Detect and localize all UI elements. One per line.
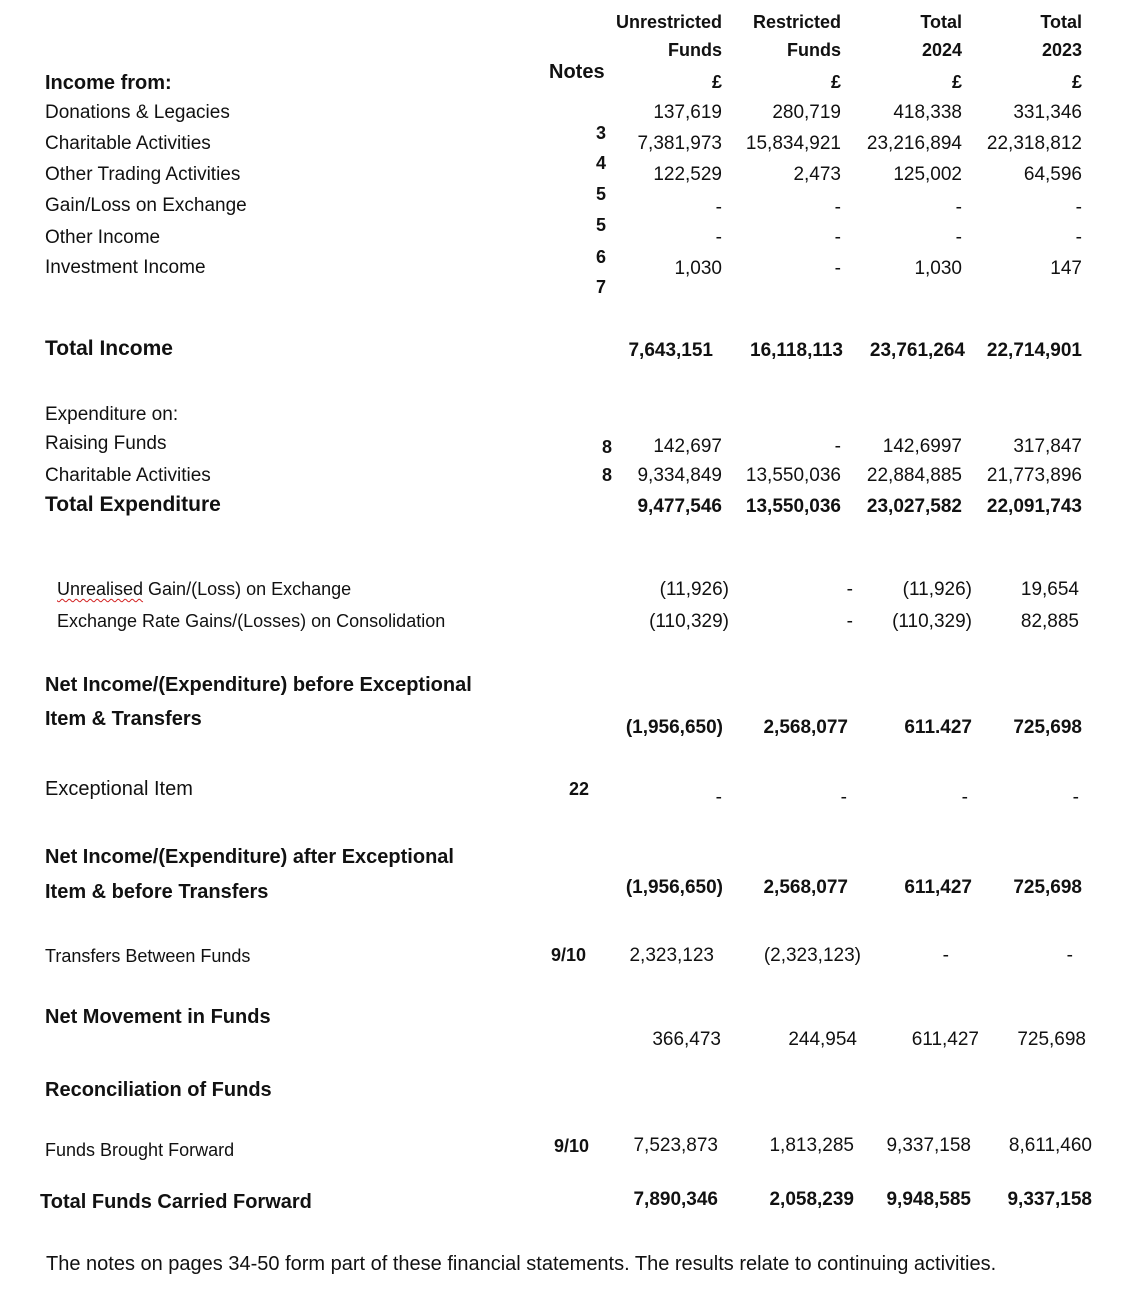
value-total-2024: 23,761,264: [869, 340, 965, 361]
value-total-2023: 8,611,460: [1008, 1135, 1092, 1156]
value-total-2023: 317,847: [1013, 436, 1082, 457]
value-restricted: 15,834,921: [745, 133, 841, 154]
row-label-first-word: Unrealised: [57, 579, 144, 599]
header-restricted-line2: Funds: [787, 40, 841, 60]
value-restricted: (2,323,123): [763, 945, 861, 966]
row-label-line2: Item & before Transfers: [45, 881, 269, 903]
expenditure-heading: Expenditure on:: [45, 404, 179, 425]
reconciliation-heading: Reconciliation of Funds: [45, 1079, 272, 1101]
income-note-6: 6: [596, 247, 607, 267]
value-restricted: 2,473: [793, 164, 841, 185]
row-label: Exceptional Item: [45, 778, 193, 800]
header-restricted-line1: Restricted: [752, 12, 841, 32]
row-label: Charitable Activities: [45, 133, 211, 154]
row-label: [57, 580, 351, 598]
value-total-2024: 23,027,582: [866, 496, 962, 517]
value-restricted: 1,813,285: [769, 1135, 854, 1156]
row-label: Exchange Rate Gains/(Losses) on Consolidation: [57, 611, 446, 631]
value-total-2024: 1,030: [914, 258, 962, 279]
value-total-2024: 611,427: [911, 1029, 979, 1050]
value-unrestricted: (110,329): [649, 611, 729, 632]
value-total-2023: 64,596: [1023, 164, 1082, 185]
header-total-2023-line1: Total: [1040, 12, 1082, 32]
header-total-2024-line1: Total: [920, 12, 962, 32]
row-label-line1: Net Income/(Expenditure) after Exceptional: [45, 846, 454, 868]
income-note-5b: 5: [596, 215, 607, 235]
value-total-2023: 19,654: [1020, 579, 1079, 600]
value-total-2024: (11,926): [902, 579, 972, 600]
value-total-2024: 611.427: [904, 717, 972, 738]
row-note: 9/10: [554, 1136, 590, 1156]
value-unrestricted: 7,890,346: [633, 1189, 718, 1210]
value-unrestricted: -: [715, 197, 722, 218]
value-total-2023: 82,885: [1020, 611, 1079, 632]
value-total-2023: -: [1075, 197, 1082, 218]
value-restricted: 13,550,036: [745, 496, 841, 517]
value-unrestricted: 122,529: [653, 164, 722, 185]
header-unrestricted-line1: Unrestricted: [615, 12, 722, 32]
row-label: Raising Funds: [45, 433, 167, 454]
header-unrestricted-currency: £: [711, 72, 722, 92]
income-heading: Income from:: [45, 72, 172, 94]
header-total-2024-currency: £: [951, 72, 962, 92]
income-note-3: 3: [596, 123, 607, 143]
value-total-2023: 22,714,901: [986, 340, 1082, 361]
value-unrestricted: -: [715, 787, 722, 808]
value-total-2024: -: [961, 787, 968, 808]
value-restricted: 2,568,077: [763, 877, 848, 898]
value-restricted: -: [846, 611, 853, 632]
value-restricted: -: [846, 579, 853, 600]
value-unrestricted: 9,477,546: [637, 496, 722, 517]
value-total-2023: -: [1066, 945, 1073, 966]
value-unrestricted: -: [715, 227, 722, 248]
header-total-2024-line2: 2024: [921, 40, 962, 60]
value-unrestricted: 2,323,123: [629, 945, 714, 966]
value-total-2024: 9,948,585: [886, 1189, 971, 1210]
row-label-line1: Net Income/(Expenditure) before Exceptional: [45, 674, 472, 696]
row-label-rest: Gain/(Loss) on Exchange: [143, 579, 352, 599]
row-label: Total Funds Carried Forward: [40, 1191, 312, 1213]
row-label: Transfers Between Funds: [45, 946, 251, 966]
value-total-2023: -: [1072, 787, 1079, 808]
row-note: 9/10: [551, 945, 587, 965]
value-total-2023: 147: [1050, 258, 1082, 279]
value-total-2023: 725,698: [1017, 1029, 1086, 1050]
value-unrestricted: (11,926): [659, 579, 729, 600]
row-label-line2: Item & Transfers: [45, 708, 202, 730]
row-label: Net Movement in Funds: [45, 1006, 271, 1028]
income-note-7: 7: [596, 277, 607, 297]
value-restricted: -: [834, 436, 841, 457]
header-total-2023-currency: £: [1071, 72, 1082, 92]
row-label: Total Income: [45, 337, 173, 360]
value-unrestricted: 7,643,151: [628, 340, 713, 361]
row-label: Total Expenditure: [45, 493, 221, 516]
value-total-2024: 418,338: [893, 102, 962, 123]
value-unrestricted: 9,334,849: [637, 465, 722, 486]
value-restricted: -: [834, 258, 841, 279]
row-note: 22: [569, 779, 590, 799]
row-label: Other Trading Activities: [45, 164, 241, 185]
value-restricted: 13,550,036: [745, 465, 841, 486]
row-label: Gain/Loss on Exchange: [45, 195, 247, 216]
value-restricted: -: [834, 197, 841, 218]
value-unrestricted: 7,381,973: [637, 133, 722, 154]
value-unrestricted: 1,030: [674, 258, 722, 279]
row-label: Other Income: [45, 227, 161, 248]
value-total-2023: 725,698: [1013, 717, 1082, 738]
value-unrestricted: (1,956,650): [625, 877, 723, 898]
row-note: 8: [602, 465, 613, 485]
value-total-2024: 22,884,885: [866, 465, 962, 486]
value-restricted: -: [840, 787, 847, 808]
value-unrestricted: 366,473: [652, 1029, 721, 1050]
value-unrestricted: 7,523,873: [633, 1135, 718, 1156]
header-restricted-currency: £: [830, 72, 841, 92]
value-total-2024: 142,6997: [882, 436, 962, 457]
value-total-2024: (110,329): [892, 611, 972, 632]
value-total-2023: 21,773,896: [986, 465, 1082, 486]
value-total-2024: 611,427: [904, 877, 972, 898]
value-unrestricted: 137,619: [653, 102, 722, 123]
row-label: Funds Brought Forward: [45, 1140, 235, 1160]
header-notes: Notes: [549, 61, 605, 83]
value-total-2024: 23,216,894: [866, 133, 962, 154]
value-total-2023: 331,346: [1013, 102, 1082, 123]
value-restricted: -: [834, 227, 841, 248]
row-label: Charitable Activities: [45, 465, 211, 486]
value-total-2024: 125,002: [893, 164, 962, 185]
income-note-5a: 5: [596, 184, 607, 204]
value-total-2023: 725,698: [1013, 877, 1082, 898]
value-total-2023: -: [1075, 227, 1082, 248]
value-restricted: 280,719: [772, 102, 841, 123]
value-unrestricted: (1,956,650): [625, 717, 723, 738]
value-restricted: 2,058,239: [769, 1189, 854, 1210]
value-restricted: 16,118,113: [750, 340, 843, 361]
header-total-2023-line2: 2023: [1041, 40, 1082, 60]
value-total-2024: 9,337,158: [886, 1135, 971, 1156]
value-restricted: 2,568,077: [763, 717, 848, 738]
value-total-2024: -: [955, 197, 962, 218]
value-total-2024: -: [942, 945, 949, 966]
header-unrestricted-line2: Funds: [668, 40, 722, 60]
value-total-2023: 22,318,812: [986, 133, 1082, 154]
row-label: Donations & Legacies: [45, 102, 230, 123]
value-total-2023: 22,091,743: [986, 496, 1082, 517]
value-total-2024: -: [955, 227, 962, 248]
income-note-4: 4: [596, 153, 607, 173]
value-total-2023: 9,337,158: [1007, 1189, 1092, 1210]
row-note: 8: [602, 437, 613, 457]
row-label: Investment Income: [45, 257, 206, 278]
value-restricted: 244,954: [788, 1029, 857, 1050]
value-unrestricted: 142,697: [653, 436, 722, 457]
footnote: The notes on pages 34-50 form part of these financial statements. The results relate to continuing activities.: [46, 1253, 997, 1275]
